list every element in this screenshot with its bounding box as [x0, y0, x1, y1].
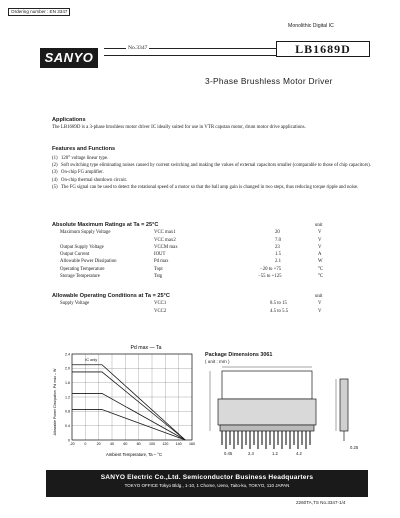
- document-code: 2260TA,TS No.3347-1/4: [296, 500, 346, 505]
- chart-ylabel: Allowable Power Dissipation, Pd max – W: [53, 368, 57, 436]
- x-tick-label: 80: [136, 442, 141, 446]
- table-row: Storage Temperature Tstg −55 to +125 °C: [60, 274, 324, 280]
- x-tick-label: -20: [69, 442, 75, 446]
- package-title: Package Dimensions 3061: [205, 352, 273, 358]
- package-top-outline: [222, 371, 312, 399]
- table-row: Allowable Power Dissipation Pd max 2.1 W: [60, 259, 323, 265]
- footer-bar: [46, 470, 368, 497]
- x-tick-label: 100: [149, 442, 155, 446]
- table-row: Maximum Supply Voltage VCC max1 20 V: [60, 230, 322, 236]
- abs-max-heading: Absolute Maximum Ratings at Ta = 25°C: [52, 222, 159, 228]
- footer-company: SANYO Electric Co.,Ltd. Semiconductor Business Headquarters: [100, 474, 314, 481]
- dim-label: 1.2: [272, 451, 278, 456]
- unit-header: unit: [315, 223, 323, 228]
- ordering-number: Ordering number : EN 3347: [8, 8, 70, 16]
- y-tick-label: 0: [68, 438, 70, 443]
- applications-heading: Applications: [52, 117, 86, 123]
- op-cond-heading: Allowable Operating Conditions at Ta = 25°C: [52, 293, 170, 299]
- y-tick-label: 1.2: [65, 395, 70, 400]
- y-tick-label: 2.0: [65, 366, 70, 371]
- x-tick-label: 0: [84, 442, 87, 446]
- feature-item: (3) On-chip FG amplifier.: [52, 170, 104, 176]
- footer-address: TOKYO OFFICE Tokyo Bldg., 1-10, 1 Chome, Ueno, Taito-ku, TOKYO, 110 JAPAN: [124, 483, 290, 488]
- doc-number: No.3347: [128, 45, 148, 51]
- unit-header: unit: [315, 294, 323, 299]
- table-row: VCC2 4.5 to 5.5 V: [154, 308, 322, 314]
- x-tick-label: 60: [123, 442, 128, 446]
- feature-item: (4) On-chip thermal shutdown circuit.: [52, 177, 128, 183]
- package-drawing: [200, 365, 370, 463]
- table-row: Operating Temperature Topr −20 to +75 °C: [60, 266, 324, 272]
- y-tick-label: 1.6: [65, 380, 70, 385]
- features-list: [52, 155, 372, 191]
- series-line: [72, 365, 185, 440]
- chart-plot-area: [65, 352, 195, 446]
- product-category: Monolithic Digital IC: [288, 23, 334, 29]
- y-tick-label: 0.4: [65, 423, 70, 428]
- table-row: Output Supply Voltage VCCM max 23 V: [60, 244, 322, 250]
- chart-xlabel: Ambient Temperature, Ta – °C: [106, 452, 162, 457]
- pd-max-derating-chart: [50, 342, 200, 458]
- x-tick-label: 140: [175, 442, 182, 446]
- part-number: LB1689D: [276, 41, 370, 57]
- y-tick-label: 0.8: [65, 409, 70, 414]
- chart-title: Pd max — Ta: [130, 345, 162, 351]
- package-heatsink: [220, 425, 314, 431]
- package-pins: [222, 431, 310, 449]
- sanyo-logo: SANYO: [40, 48, 98, 68]
- x-tick-label: 160: [189, 442, 195, 446]
- x-tick-label: 40: [110, 442, 114, 446]
- chart-annotation: IC only: [85, 358, 98, 363]
- feature-item: (5) The FG signal can be used to detect the rotational speed of a motor so that the ball amp gain is changed in two steps, thus reducing torque ripple and noise.: [52, 184, 359, 190]
- table-row: Output Current IOUT 1.5 A: [60, 252, 322, 258]
- series-line: [72, 393, 185, 440]
- y-tick-label: 2.4: [65, 352, 70, 357]
- series-line: [72, 372, 185, 440]
- package-unit: ( unit : mm ): [205, 359, 230, 364]
- package-body: [218, 399, 316, 425]
- dim-label: 0.25: [350, 445, 359, 450]
- document-subtitle: 3-Phase Brushless Motor Driver: [205, 76, 333, 86]
- dim-label: 0.45: [224, 451, 233, 456]
- features-heading: Features and Functions: [52, 146, 116, 152]
- op-cond-table: [60, 293, 372, 315]
- dim-label: 4.2: [296, 451, 302, 456]
- applications-text: The LB1689D is a 3-phase brushless motor driver IC ideally suited for use in VTR capstan motor, drum motor drive applications.: [52, 125, 306, 130]
- feature-item: (1) 120° voltage linear type.: [52, 156, 109, 161]
- package-side-view: [340, 379, 348, 431]
- table-row: VCC max2 7.0 V: [154, 237, 322, 243]
- table-row: Supply Voltage VCC1 8.5 to 15 V: [60, 301, 322, 307]
- x-tick-label: 120: [162, 442, 169, 446]
- feature-item: (2) Soft switching type eliminating noises caused by current switching and making the values of external capacitors smaller (comparable to those of chip capacitors).: [52, 163, 371, 169]
- dim-label: 2.4: [248, 451, 254, 456]
- abs-max-table: [60, 222, 372, 280]
- x-tick-label: 20: [96, 442, 101, 446]
